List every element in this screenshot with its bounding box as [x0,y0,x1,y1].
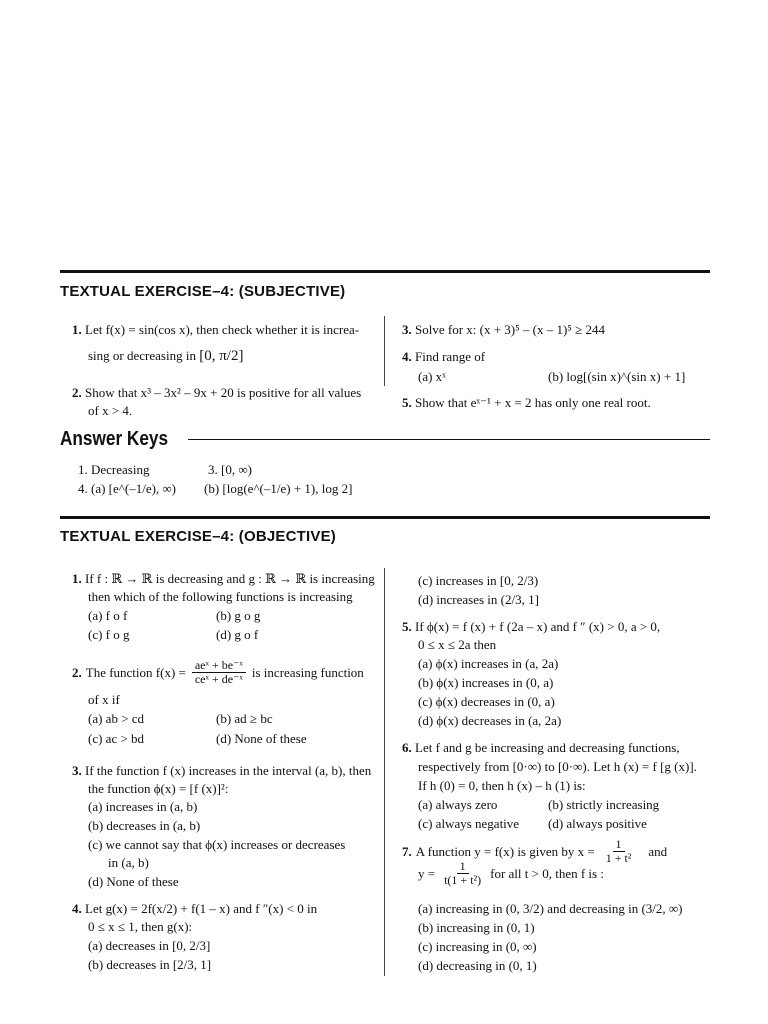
q3-option-b: (b) decreases in (a, b) [88,818,201,833]
q-number: 7. [402,844,412,859]
q-number: 5. [402,395,412,410]
objective-q3-line2: the function ϕ(x) = [f (x)]²: [88,781,229,796]
subjective-q2-line2: of x > 4. [88,403,133,418]
q-number: 5. [402,619,412,634]
q-number: 4. [402,349,412,364]
q-text: Show that x³ – 3x² – 9x + 20 is positive for all values [85,385,362,400]
subjective-q1-line2 [88,346,243,366]
q-text: A function y = f(x) is given by x = [415,844,595,859]
q-text: The function f(x) = [85,665,186,680]
fraction-numerator: 1 [457,860,469,874]
answer-4a: 4. (a) [e^(–1/e), ∞) [78,481,177,496]
q-number: 2. [72,665,82,680]
objective-q4 [72,899,317,918]
q-text: Solve for x: (x + 3)⁵ – (x – 1)⁵ ≥ 244 [415,322,605,337]
q-number: 6. [402,740,412,755]
q-text: and [648,844,668,859]
fraction-numerator: 1 [613,838,625,852]
q3-option-c: (c) we cannot say that ϕ(x) increases or decreases [88,837,346,852]
q1-option-d: (d) g o f [216,627,259,642]
q-text: Find range of [415,349,486,364]
q4-option-b: (b) decreases in [2/3, 1] [88,957,212,972]
objective-rule [60,516,710,519]
q2-option-a: (a) ab > cd [88,711,145,726]
q-number: 1. [72,571,82,586]
q-text: y = [418,866,436,881]
q1-option-b: (b) g o g [216,608,261,623]
q2-option-b: (b) ad ≥ bc [216,711,273,726]
q3-option-d: (d) None of these [88,874,179,889]
q7-option-a: (a) increasing in (0, 3/2) and decreasing in (3/2, ∞) [418,901,683,916]
subjective-q5 [402,393,651,412]
objective-q6-line3: If h (0) = 0, then h (x) – h (1) is: [418,778,586,793]
q6-option-c: (c) always negative [418,816,520,831]
fraction-numerator: aeˣ + be⁻ˣ [192,659,246,673]
objective-q6-line2: respectively from [0·∞) to [0·∞). Let h (x) = f [g (x)]. [418,759,697,774]
q-number: 2. [72,385,82,400]
answer-1: 1. Decreasing [78,462,150,477]
q4-option-d: (d) increases in (2/3, 1] [418,592,539,607]
fraction [441,860,484,887]
objective-q7-line2 [418,860,604,887]
q1-option-c: (c) f o g [88,627,130,642]
q1-option-a: (a) f o f [88,608,128,623]
q2-option-c: (c) ac > bd [88,731,145,746]
fraction [192,659,246,686]
fraction-denominator: t(1 + t²) [444,873,482,887]
q-text: for all t > 0, then f is : [490,866,604,881]
q5-option-a: (a) ϕ(x) increases in (a, 2a) [418,656,559,671]
q3-option-c-line2: in (a, b) [108,855,149,870]
objective-q5-line2: 0 ≤ x ≤ 2a then [418,637,497,652]
objective-q4-line2: 0 ≤ x ≤ 1, then g(x): [88,919,193,934]
q6-option-d: (d) always positive [548,816,647,831]
q-text: sing or decreasing in [88,348,196,363]
q5-option-d: (d) ϕ(x) decreases in (a, 2a) [418,713,562,728]
q7-option-b: (b) increasing in (0, 1) [418,920,535,935]
answer-4b: (b) [log(e^(–1/e) + 1), log 2] [204,481,353,496]
q6-option-b: (b) strictly increasing [548,797,660,812]
objective-q3 [72,761,371,780]
subjective-q4-b: (b) log[(sin x)^(sin x) + 1] [548,369,686,384]
q-number: 4. [72,901,82,916]
subjective-q3 [402,320,605,339]
objective-q1-line2: then which of the following functions is increasing [88,589,353,604]
q3-option-a: (a) increases in (a, b) [88,799,198,814]
answer-keys-title: Answer Keys [60,428,169,450]
objective-column-divider [384,568,385,976]
q-text: If f : ℝ → ℝ is decreasing and g : ℝ → ℝ is increasing [85,571,375,586]
q6-option-a: (a) always zero [418,797,498,812]
q-text: If the function f (x) increases in the interval (a, b), then [85,763,372,778]
objective-q2 [72,659,364,686]
fraction [603,838,635,865]
objective-q5 [402,617,660,636]
objective-q1 [72,569,375,588]
q-text: Let f and g be increasing and decreasing functions, [415,740,680,755]
q-number: 1. [72,322,82,337]
interval-math: [0, π/2] [199,348,244,364]
q-number: 3. [72,763,82,778]
subjective-q2 [72,383,382,402]
objective-q2-line2: of x if [88,692,120,707]
answer-keys-rule [188,439,710,440]
answer-3: 3. [0, ∞) [208,462,252,477]
q7-option-d: (d) decreasing in (0, 1) [418,958,537,973]
fraction-denominator: 1 + t² [605,851,632,865]
top-rule [60,270,710,273]
q4-option-a: (a) decreases in [0, 2/3] [88,938,211,953]
q-text: Let g(x) = 2f(x/2) + f(1 – x) and f ″(x) < 0 in [85,901,318,916]
objective-title: TEXTUAL EXERCISE–4: (OBJECTIVE) [60,528,336,545]
q5-option-b: (b) ϕ(x) increases in (0, a) [418,675,554,690]
q-text: Let f(x) = sin(cos x), then check whether it is increa- [85,322,360,337]
fraction-denominator: ceˣ + de⁻ˣ [194,672,243,686]
subjective-q1 [72,320,382,339]
subjective-q4 [402,347,485,366]
subjective-title: TEXTUAL EXERCISE–4: (SUBJECTIVE) [60,283,346,300]
q-text: is increasing function [251,665,364,680]
q-number: 3. [402,322,412,337]
subjective-q4-a: (a) xˣ [418,369,446,384]
q5-option-c: (c) ϕ(x) decreases in (0, a) [418,694,555,709]
q4-option-c: (c) increases in [0, 2/3) [418,573,539,588]
q2-option-d: (d) None of these [216,731,307,746]
q-text: Show that eˣ⁻¹ + x = 2 has only one real root. [415,395,651,410]
q-text: If ϕ(x) = f (x) + f (2a – x) and f ″ (x) > 0, a > 0, [415,619,661,634]
objective-q6 [402,738,680,757]
column-divider [384,316,385,386]
q7-option-c: (c) increasing in (0, ∞) [418,939,537,954]
